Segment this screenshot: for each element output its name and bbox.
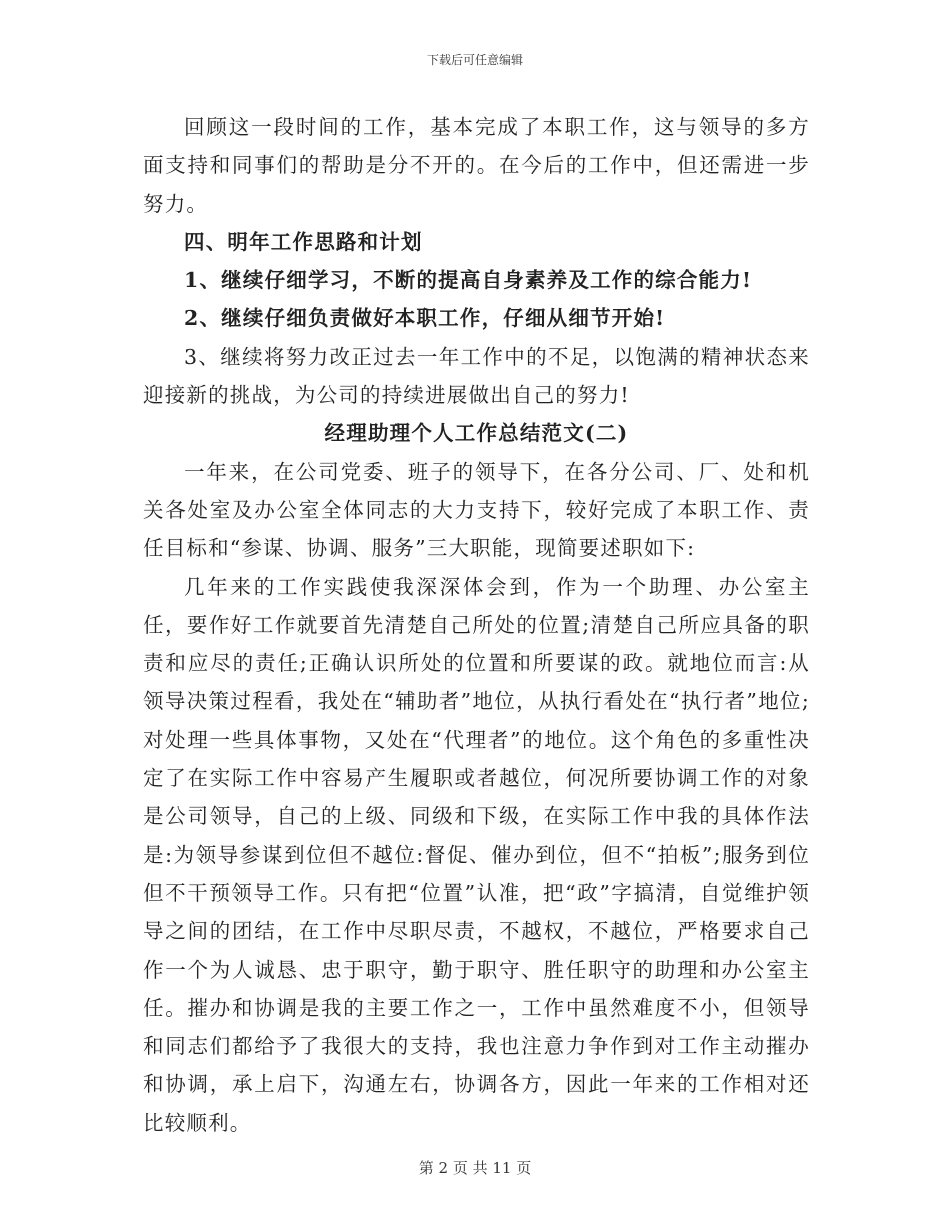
document-title-2: 经理助理个人工作总结范文(二) xyxy=(324,421,629,446)
page-number: 第 2 页 共 11 页 xyxy=(418,1159,532,1177)
document-body xyxy=(143,108,810,1142)
plan-item-2: 2、继续仔细负责做好本职工作，仔细从细节开始! xyxy=(184,306,666,331)
section-heading-plan: 四、明年工作思路和计划 xyxy=(184,229,423,254)
paragraph-practice: 几年来的工作实践使我深深体会到，作为一个助理、办公室主任，要作好工作就要首先清楚自己所处的位置;清楚自己所应具备的职责和应尽的责任;正确认识所处的位置和所要谋的政。就地位而言:从领导决策过程看，我处在“辅助者”地位，从执行看处在“执行者”地位;对处理一些具体事物，又处在“代理者”的地位。这个角色的多重性决定了在实际工作中容易产生履职或者越位，何况所要协调工作的对象是公司领导，自己的上级、同级和下级，在实际工作中我的具体作法是:为领导参谋到位但不越位:督促、催办到位，但不“拍板”;服务到位但不干预领导工作。只有把“位置”认准，把“政”字搞清，自觉维护领导之间的团结，在工作中尽职尽责，不越权，不越位，严格要求自己作一个为人诚恳、忠于职守，勤于职守、胜任职守的助理和办公室主任。摧办和协调是我的主要工作之一，工作中虽然难度不小，但领导和同志们都给予了我很大的支持，我也注意力争作到对工作主动摧办和协调，承上启下，沟通左右，协调各方，因此一年来的工作相对还比较顺利。 xyxy=(143,574,810,1135)
plan-item-1: 1、继续仔细学习，不断的提高自身素养及工作的综合能力! xyxy=(184,268,753,293)
paragraph-intro: 一年来，在公司党委、班子的领导下，在各分公司、厂、处和机关各处室及办公室全体同志的大力支持下，较好完成了本职工作、责任目标和“参谋、协调、服务”三大职能，现简要述职如下: xyxy=(143,459,810,561)
plan-item-3: 3、继续将努力改正过去一年工作中的不足，以饱满的精神状态来迎接新的挑战，为公司的持续进展做出自己的努力! xyxy=(143,344,810,408)
paragraph-review: 回顾这一段时间的工作，基本完成了本职工作，这与领导的多方面支持和同事们的帮助是分不开的。在今后的工作中，但还需进一步努力。 xyxy=(143,115,810,216)
page-header-note: 下载后可任意编辑 xyxy=(426,53,523,67)
